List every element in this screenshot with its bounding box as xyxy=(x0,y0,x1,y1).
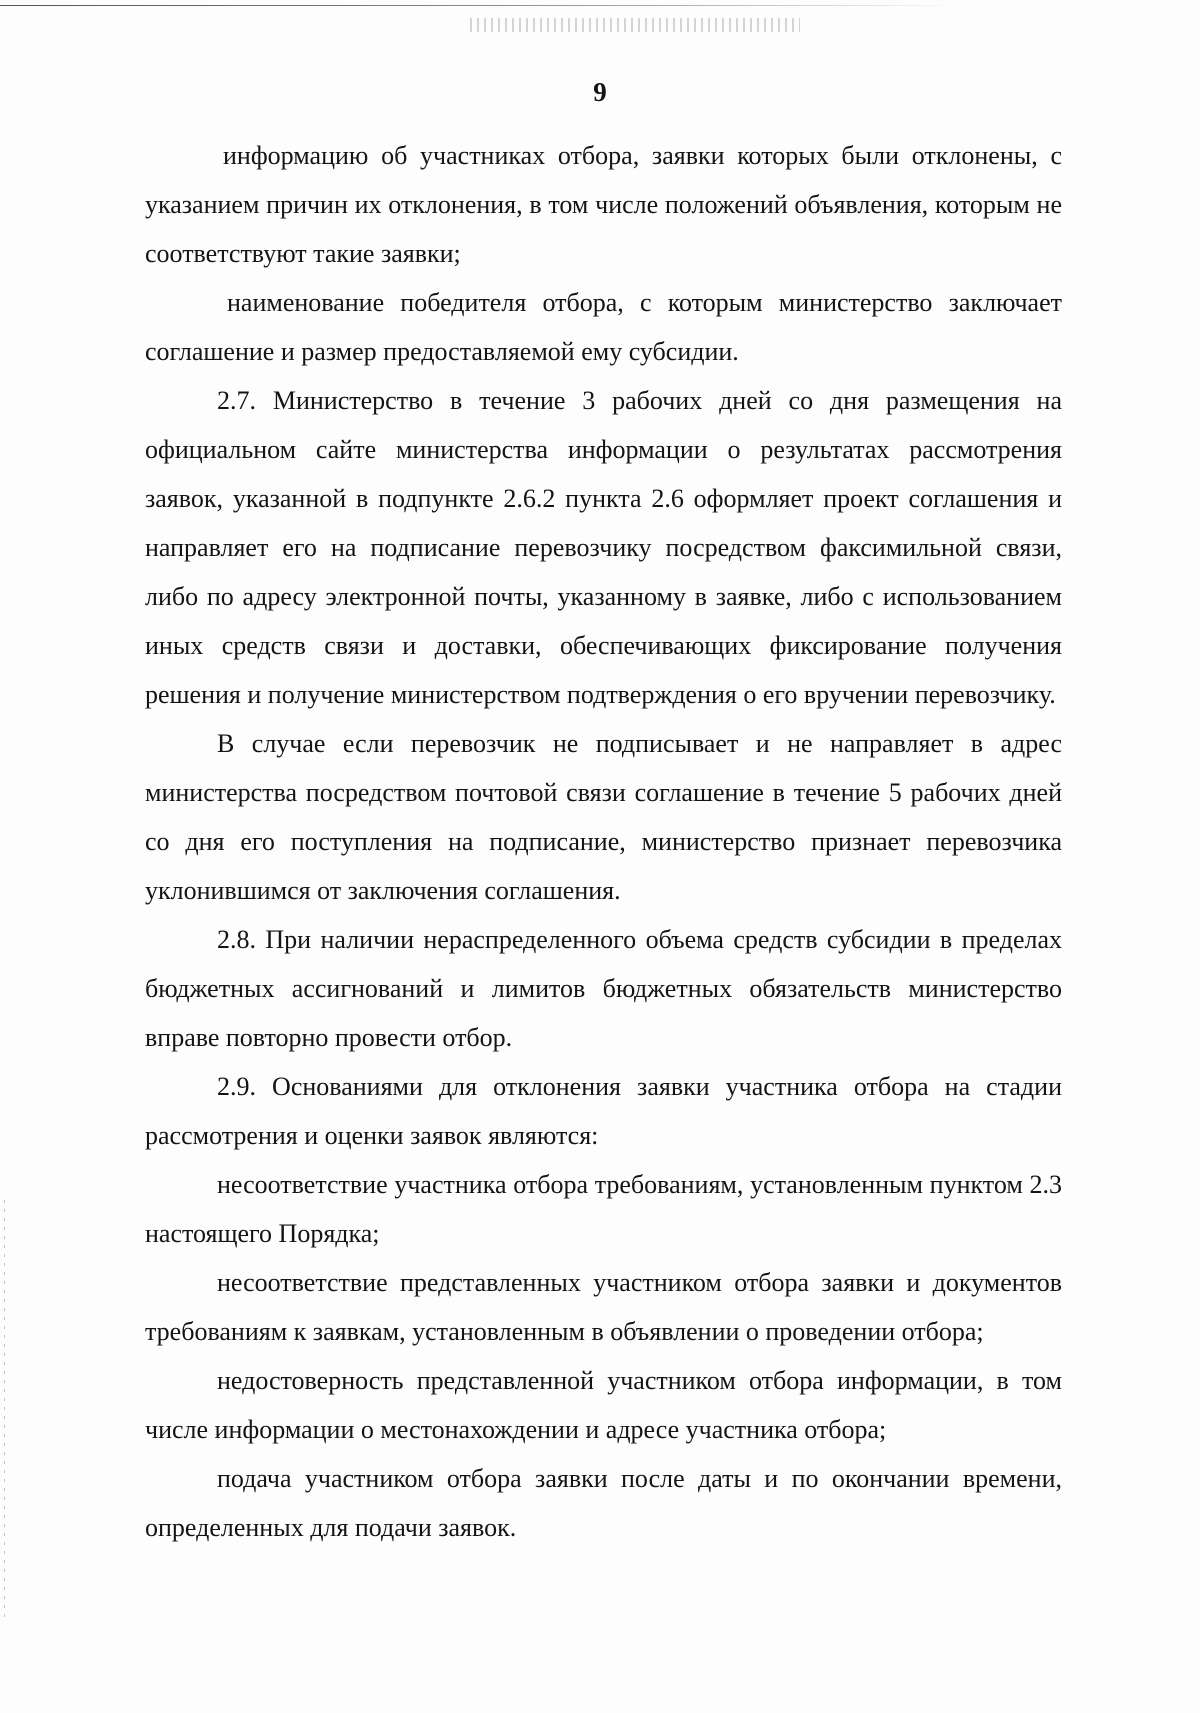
paragraph-winner-name: наименование победителя отбора, с которым министерство заключает соглашение и размер предоставляемой ему субсидии. xyxy=(145,288,1062,366)
document-body xyxy=(145,131,1062,1552)
scan-left-edge xyxy=(4,1200,5,1620)
scan-artifact xyxy=(470,18,800,32)
paragraph-carrier-evasion: В случае если перевозчик не подписывает и не направляет в адрес министерства посредством почтовой связи соглашение в течение 5 рабочих дней со дня его поступления на подписание, министерство признает перевозчика уклонившимся от заключения соглашения. xyxy=(145,729,1062,905)
paragraph-2-7: 2.7. Министерство в течение 3 рабочих дней со дня размещения на официальном сайте министерства информации о результатах рассмотрения заявок, указанной в подпункте 2.6.2 пункта 2.6 оформляет проект соглашения и направляет его на подписание перевозчику посредством факсимильной связи, либо по адресу электронной почты, указанному в заявке, либо с использованием иных средств связи и доставки, обеспечивающих фиксирование получения решения и получение министерством подтверждения о его вручении перевозчику. xyxy=(145,386,1062,709)
paragraph-reason-false-information: недостоверность представленной участником отбора информации, в том числе информации о местонахождении и адресе участника отбора; xyxy=(145,1366,1062,1444)
paragraph-rejected-participants: информацию об участниках отбора, заявки которых были отклонены, с указанием причин их отклонения, в том числе положений объявления, которым не соответствуют такие заявки; xyxy=(145,141,1062,268)
paragraph-reason-documents-mismatch: несоответствие представленных участником отбора заявки и документов требованиям к заявкам, установленным в объявлении о проведении отбора; xyxy=(145,1268,1062,1346)
paragraph-2-9: 2.9. Основаниями для отклонения заявки участника отбора на стадии рассмотрения и оценки заявок являются: xyxy=(145,1072,1062,1150)
paragraph-reason-late-submission: подача участником отбора заявки после даты и по окончании времени, определенных для подачи заявок. xyxy=(145,1464,1062,1542)
scan-top-rule xyxy=(0,5,1200,6)
paragraph-reason-participant-mismatch: несоответствие участника отбора требованиям, установленным пунктом 2.3 настоящего Порядка; xyxy=(145,1170,1062,1248)
paragraph-2-8: 2.8. При наличии нераспределенного объема средств субсидии в пределах бюджетных ассигнований и лимитов бюджетных обязательств министерство вправе повторно провести отбор. xyxy=(145,925,1062,1052)
page-number: 9 xyxy=(593,77,607,107)
